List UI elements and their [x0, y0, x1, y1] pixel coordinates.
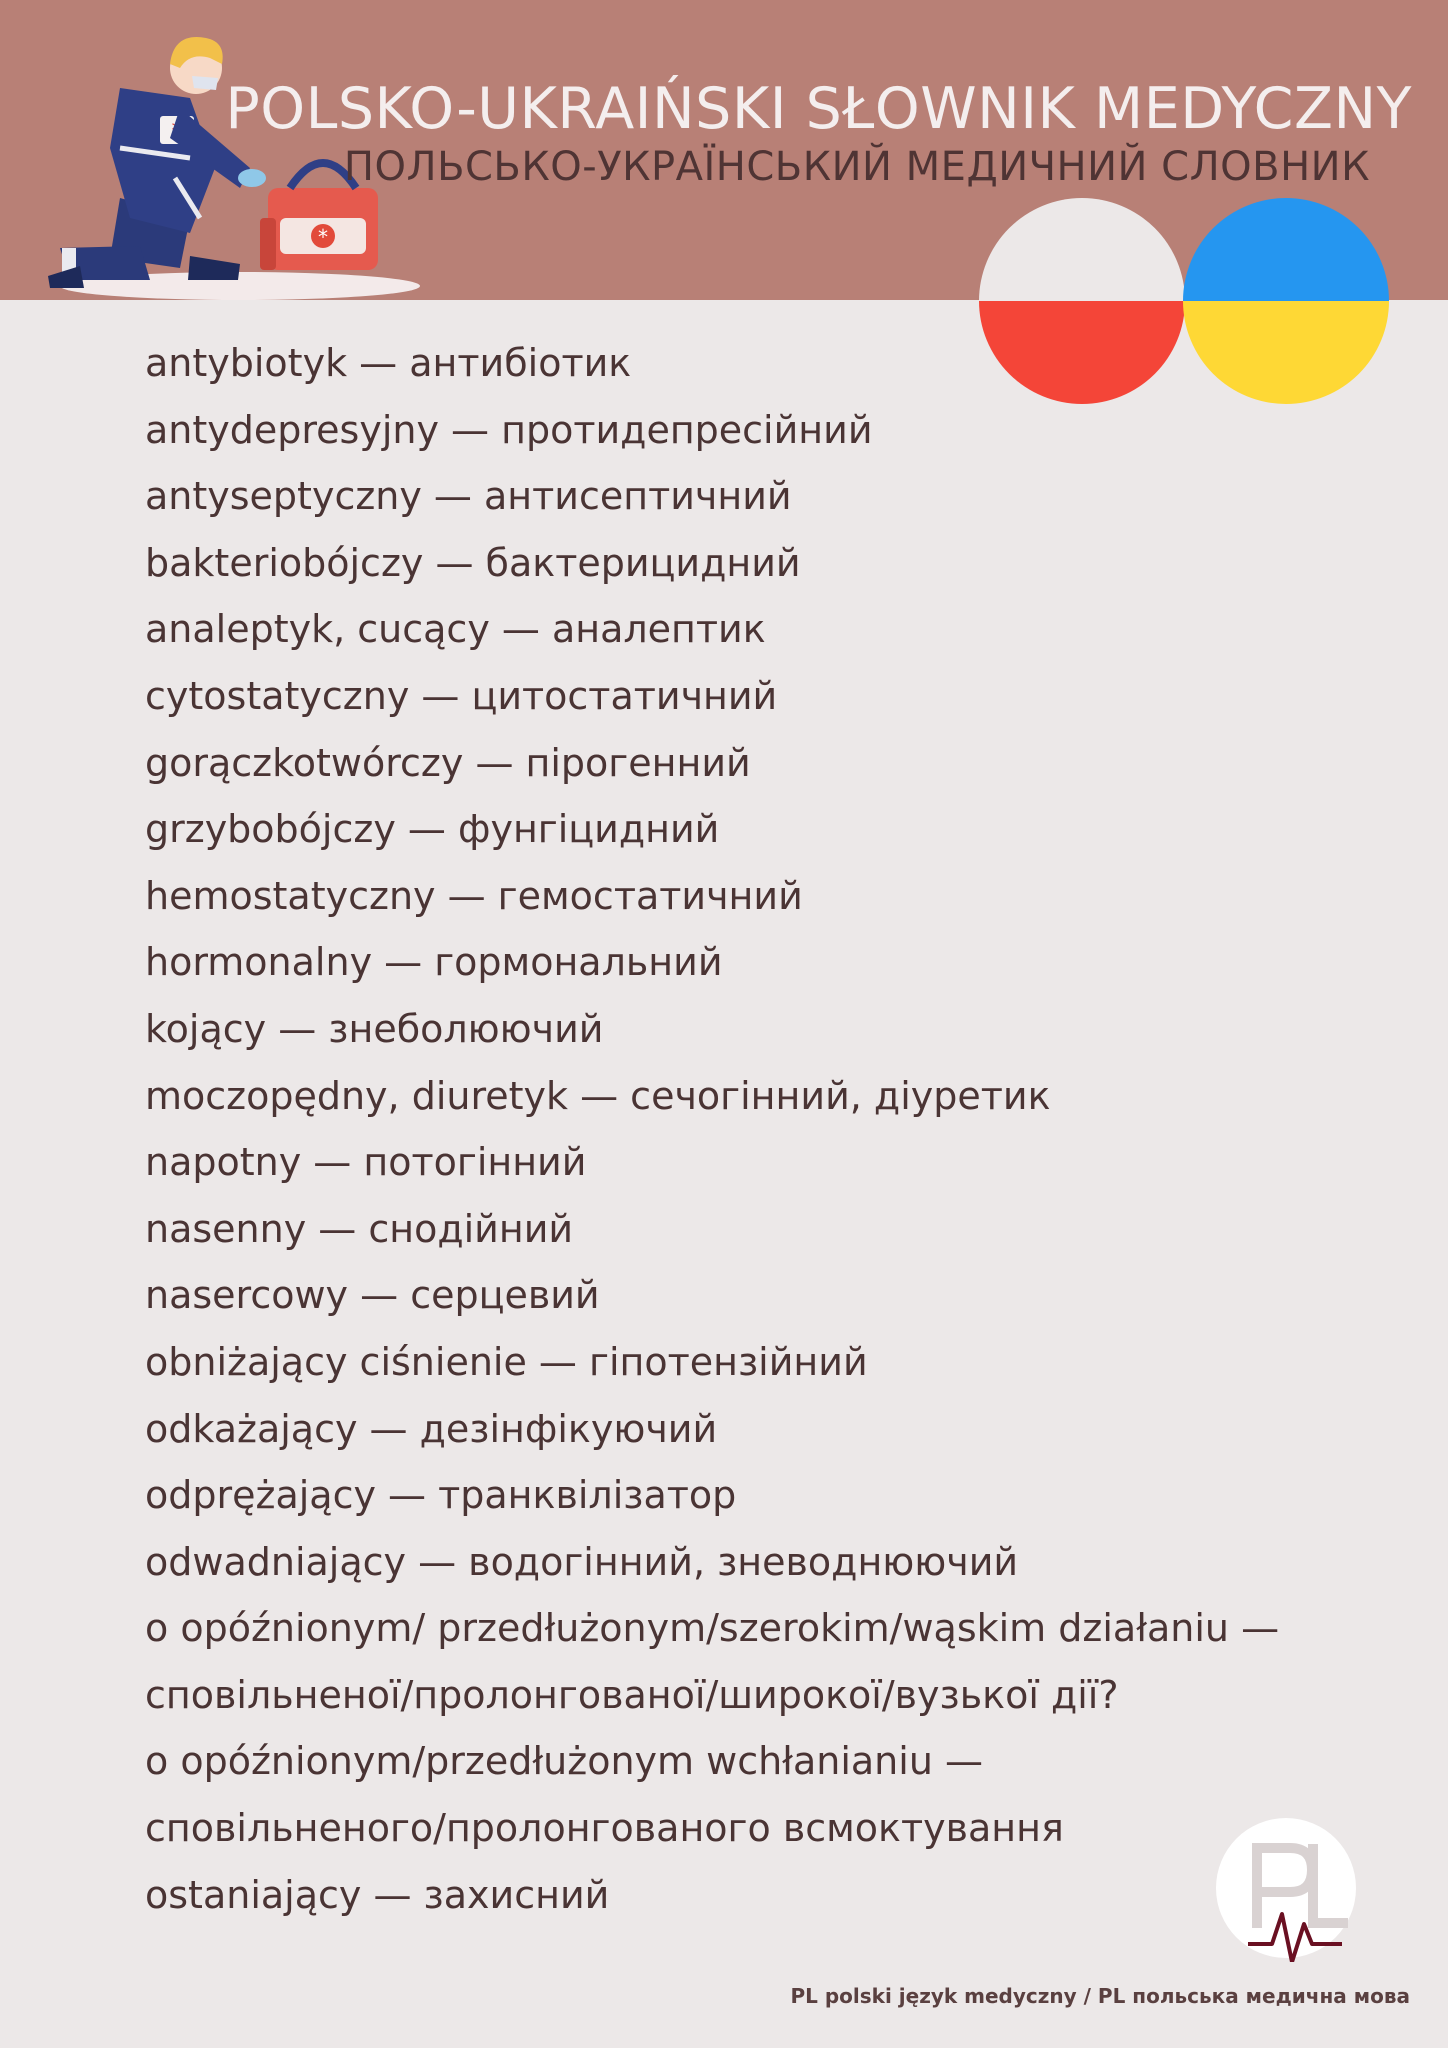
svg-text:*: * [318, 225, 328, 249]
dictionary-entry: moczopędny, diuretyk — сечогінний, діуретик [145, 1073, 1051, 1118]
dictionary-entry: odprężający — транквілізатор [145, 1473, 737, 1518]
pl-medical-logo-icon [1212, 1814, 1360, 1962]
dictionary-entry: grzybobójczy — фунгіцидний [145, 807, 720, 852]
dictionary-entry: bakteriobójczy — бактерицидний [145, 540, 801, 585]
dictionary-entry: ostaniający — захисний [145, 1872, 610, 1917]
dictionary-entry: hormonalny — гормональний [145, 940, 723, 985]
dictionary-entry: o opóźnionym/przedłużonym wchłanianiu — [145, 1739, 983, 1784]
dictionary-entry: gorączkotwórczy — пірогенний [145, 740, 751, 785]
dictionary-entry: сповільненої/пролонгованої/широкої/вузької дії? [145, 1672, 1119, 1717]
dictionary-entry: antydepresyjny — протидепресійний [145, 407, 873, 452]
dictionary-entry: analeptyk, cucący — аналептик [145, 607, 766, 652]
dictionary-entry: сповільненого/пролонгованого всмоктування [145, 1806, 1064, 1851]
footer-credit: PL polski język medyczny / PL польська медична мова [790, 1984, 1410, 2008]
page-title-ukrainian: ПОЛЬСЬКО-УКРАЇНСЬКИЙ МЕДИЧНИЙ СЛОВНИК [343, 144, 1370, 190]
dictionary-entry: kojący — знеболюючий [145, 1006, 604, 1051]
dictionary-entry: cytostatyczny — цитостатичний [145, 673, 778, 718]
dictionary-entry: nasenny — снодійний [145, 1206, 574, 1251]
dictionary-entry: napotny — потогінний [145, 1140, 587, 1185]
dictionary-entry: odwadniający — водогінний, зневоднюючий [145, 1539, 1019, 1584]
dictionary-entry: odkażający — дезінфікуючий [145, 1406, 718, 1451]
dictionary-entry: obniżający ciśnienie — гіпотензійний [145, 1339, 868, 1384]
dictionary-entry: hemostatyczny — гемостатичний [145, 873, 803, 918]
page-title-polish: POLSKO-UKRAIŃSKI SŁOWNIK MEDYCZNY [225, 76, 1412, 142]
dictionary-entry: antybiotyk — антибіотик [145, 341, 632, 385]
dictionary-entry: o opóźnionym/ przedłużonym/szerokim/wąskim działaniu — [145, 1606, 1280, 1651]
dictionary-entry: antyseptyczny — антисептичний [145, 474, 792, 519]
dictionary-entry: nasercowy — серцевий [145, 1273, 600, 1318]
dictionary-entry-list [145, 330, 1279, 1928]
